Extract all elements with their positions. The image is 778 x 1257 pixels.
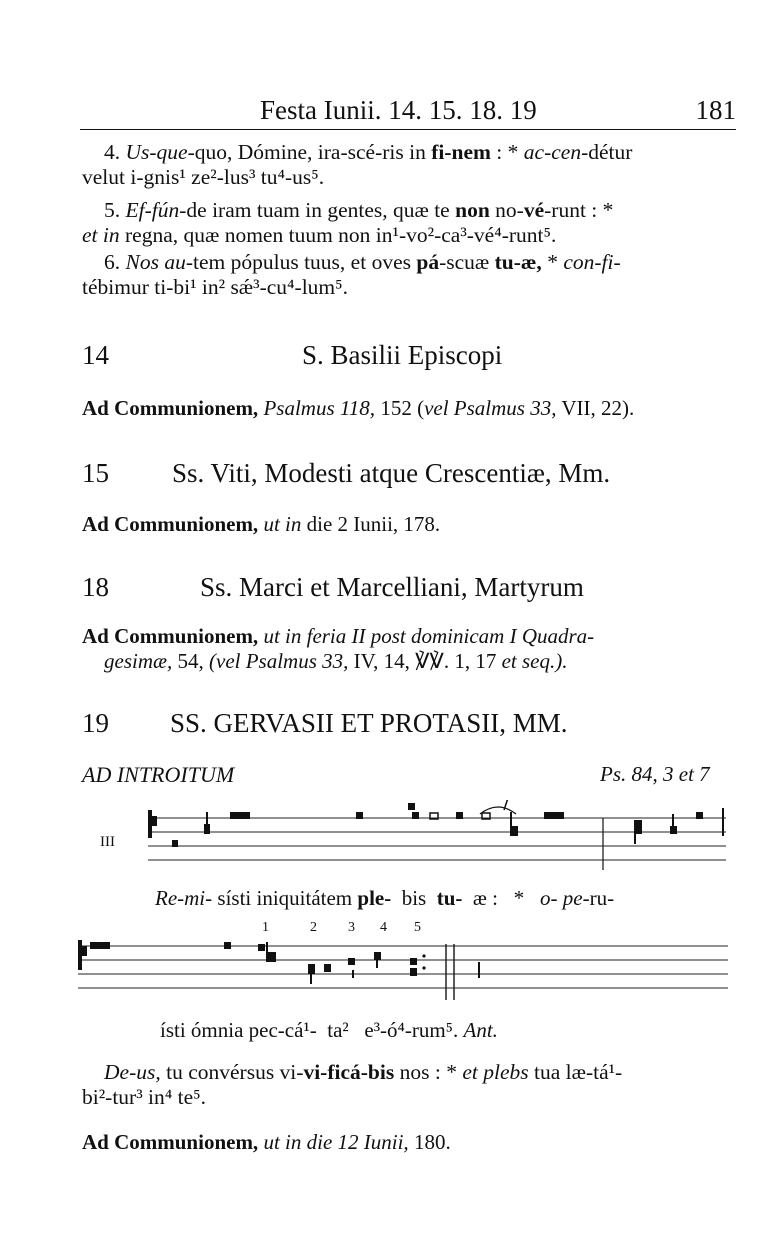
introit-label: AD INTROITUM bbox=[82, 762, 235, 787]
mode-label: III bbox=[100, 834, 115, 850]
neumes-1 bbox=[148, 803, 724, 847]
header-title: Festa Iunii. 14. 15. 18. 19 bbox=[260, 95, 537, 125]
section-day-18: 18 bbox=[82, 572, 109, 602]
verse-6: 6. Nos au-tem pópulus tuus, et oves pá-scuæ tu-æ, * con-fi- tébimur ti-bi¹ in² sǽ³-cu⁴-lum⁵. bbox=[82, 250, 621, 299]
verse-5: 5. Ef-fún-de iram tuam in gentes, quæ te non no-vé-runt : * et in regna, quæ nomen tuum non in¹-vo²-ca³-vé⁴-runt⁵. bbox=[82, 198, 614, 247]
section-title-18: Ss. Marci et Marcelliani, Martyrum bbox=[200, 572, 584, 602]
introit-psalm-verse: De-us, tu convérsus vi-vi-ficá-bis nos : * et plebs tua læ-tá¹- bi²-tur³ in⁴ te⁵. bbox=[82, 1060, 623, 1109]
psalm-reference: Ps. 84, 3 et 7 bbox=[600, 762, 710, 786]
chant-staff-2 bbox=[78, 940, 730, 1005]
section-day-19: 19 bbox=[82, 708, 109, 738]
neumes-2 bbox=[78, 940, 480, 984]
communion-18: Ad Communionem, ut in feria II post dominicam I Quadra- gesimæ, 54, (vel Psalmus 33, IV, 14, ℣℣. 1, 17 et seq.). bbox=[82, 624, 595, 673]
chant-staff-1 bbox=[148, 800, 734, 870]
communion-14: Ad Communionem, Psalmus 118, 152 (vel Psalmus 33, VII, 22). bbox=[82, 396, 635, 420]
lyrics-line-2: ísti ómnia pec-cá¹- ta² e³-ó⁴-rum⁵. Ant. bbox=[160, 1018, 498, 1042]
running-header bbox=[80, 95, 736, 130]
section-title-19: SS. GERVASII ET PROTASII, MM. bbox=[170, 708, 568, 738]
section-day-15: 15 bbox=[82, 458, 109, 488]
communion-15: Ad Communionem, ut in die 2 Iunii, 178. bbox=[82, 512, 441, 536]
verse-4: 4. Us-que-quo, Dómine, ira-scé-ris in fi-nem : * ac-cen-détur velut i-gnis¹ ze²-lus³ tu⁴-us⁵. bbox=[82, 140, 633, 189]
communion-19: Ad Communionem, ut in die 12 Iunii, 180. bbox=[82, 1130, 451, 1154]
section-title-15: Ss. Viti, Modesti atque Crescentiæ, Mm. bbox=[172, 458, 611, 488]
section-title-14: S. Basilii Episcopi bbox=[302, 340, 503, 370]
lyrics-line-1: Re-mi- sísti iniquitátem ple- bis tu- æ : * o- pe-ru- bbox=[155, 886, 615, 910]
section-day-14: 14 bbox=[82, 340, 109, 370]
page-number: 181 bbox=[695, 95, 736, 125]
